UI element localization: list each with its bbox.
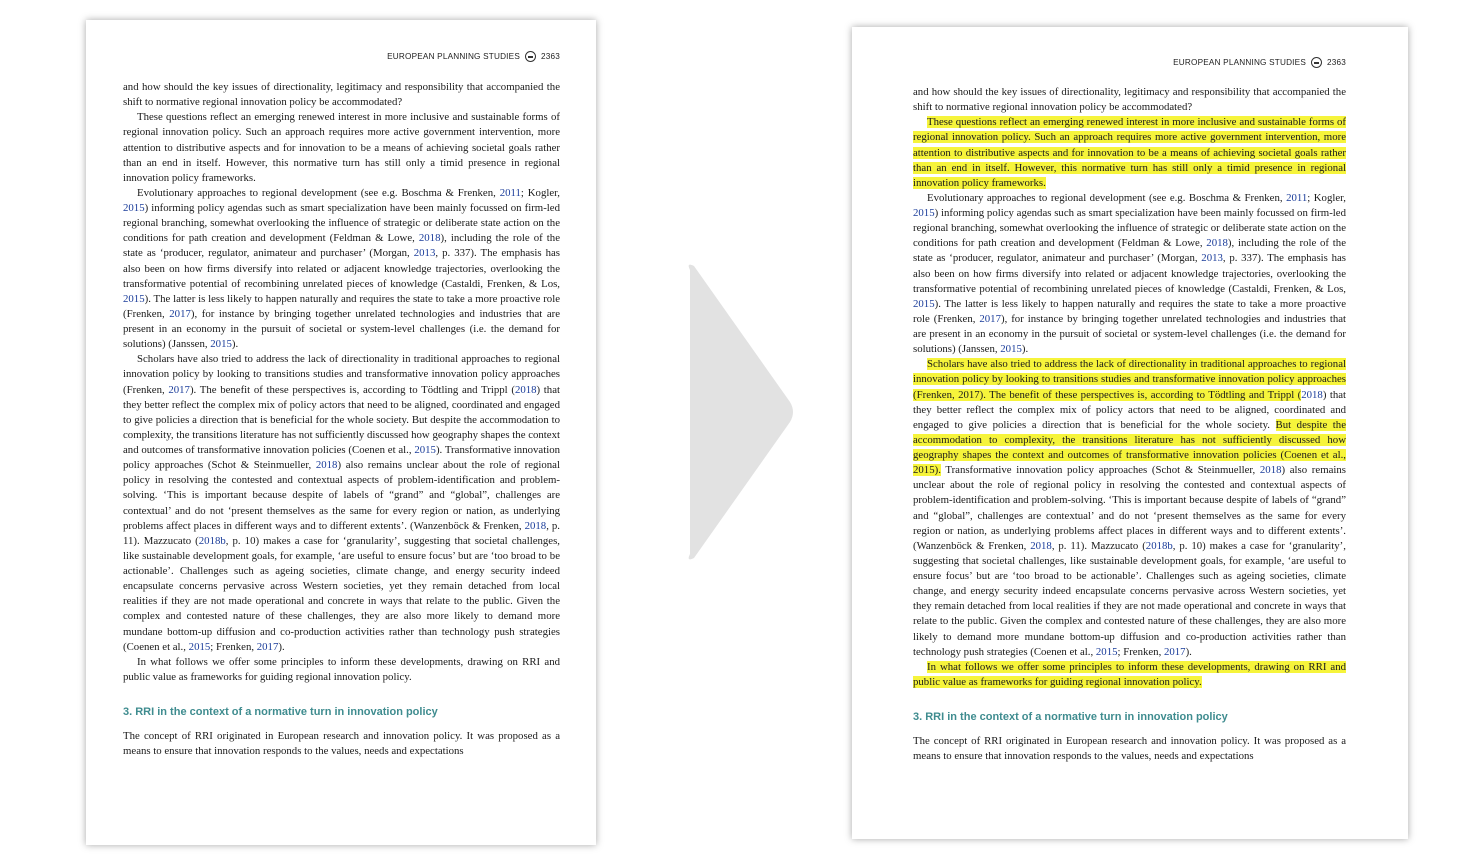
journal-logo-icon (1311, 57, 1322, 68)
original-page (86, 20, 596, 845)
text-run: Scholars have also tried to address the lack of directionality in traditional approaches to regional innovation policy by looking to transitions studies and transformative innovation policy approaches (Frenken, (913, 358, 1346, 401)
citation-link[interactable]: 2011 (1286, 191, 1308, 204)
text-run: Evolutionary approaches to regional development (see e.g. Boschma & Frenken, (927, 191, 1287, 204)
running-head (1173, 57, 1346, 68)
paragraph: The concept of RRI originated in European research and innovation policy. It was proposed as a means to ensure that innovation responds to the values, needs and expectations (913, 735, 1346, 763)
journal-title: EUROPEAN PLANNING STUDIES (387, 52, 520, 61)
text-run: , p. 10) makes a case for ‘granularity’, suggesting that societal challenges, like sustainable development goals, for example, ‘are useful to ensure focus’ but are ‘too broad to be actionable’. Challenges such as ageing societies, climate change, and energy security indeed encapsulate concerns pervasive across Western societies, yet they remain detached from local realities if they are not made operational and concrete in ways that relate to the public. Given the complex and contested nature of these challenges, they are also more likely to demand more mundane bottom-up diffusion and co-production activities rather than technology push strategies (Coenen et al., (123, 534, 560, 653)
citation-link[interactable]: 2017 (256, 640, 279, 653)
page-number: 2363 (540, 52, 560, 61)
citation-link[interactable]: 2015 (913, 464, 935, 477)
paragraph (123, 352, 560, 655)
citation-link[interactable]: 2018 (418, 232, 441, 245)
citation-link[interactable]: 2017 (1163, 645, 1186, 658)
text-run: ) also remains unclear about the role of regional policy in resolving the contested and contextual aspects of problem-identification and problem-solving. ‘This is important because despite of labels of “grand” and “global”, challenges are contextual’ and do not ‘present themselves as the same for every region or nation, as underlying problems affect places in different ways and to different extents’. (Wanzenböck & Frenken, (913, 464, 1346, 552)
text-run: ), including the role of the state as ‘producer, regulator, animateur and purchaser’ (Morgan, (913, 237, 1346, 265)
page-number: 2363 (1326, 58, 1346, 67)
text-run: ). The latter is less likely to happen naturally and requires the state to take a more proactive role (Frenken, (913, 297, 1346, 325)
journal-logo-icon (525, 51, 536, 62)
citation-link[interactable]: 2013 (413, 247, 436, 260)
citation-link[interactable]: 2018 (1259, 464, 1282, 477)
citation-link[interactable]: 2013 (1201, 252, 1223, 265)
citation-link[interactable]: 2015 (188, 640, 211, 653)
citation-link[interactable]: 2015 (123, 292, 145, 305)
text-run: Transformative innovation policy approaches (Schot & Steinmueller, (940, 464, 1260, 477)
text-run: , p. 337). The emphasis has also been on how firms diversify into related or adjacent knowledge trajectories, overlooking the transformative potential of recombining unrelated pieces of knowledge (Castaldi, Frenken, & Los, (913, 252, 1346, 295)
text-run: , p. 10) makes a case for ‘granularity’, suggesting that societal challenges, like sustainable development goals, for example, ‘are useful to ensure focus’ but are ‘too broad to be actionable’. Challenges such as ageing societies, climate change, and energy security indeed encapsulate concerns pervasive across Western societies, yet they remain detached from local realities if they are not made operational and concrete in ways that relate to the public. Given the complex and contested nature of these challenges, they are also more likely to demand more mundane bottom-up diffusion and co-production activities rather than technology push strategies (Coenen et al., (913, 539, 1346, 658)
text-run: ), for instance by bringing together unrelated technologies and industries that are present in an economy in the pursuit of societal or system-level challenges (i.e. the demand for solutions) (Janssen, (123, 307, 561, 351)
text-run: ). The benefit of these perspectives is, according to Tödtling and Trippl ( (189, 383, 515, 396)
section-heading: 3. RRI in the context of a normative turn in innovation policy (913, 711, 1228, 723)
highlighted-text: In what follows we offer some principles to inform these developments, drawing on RRI and public value as frameworks for guiding regional innovation policy. (913, 660, 1346, 688)
text-run: , p. 11). Mazzucato ( (123, 519, 561, 547)
text-run: ). The latter is less likely to happen naturally and requires the state to take a more proactive role (Frenken, (123, 292, 560, 320)
section-heading: 3. RRI in the context of a normative turn in innovation policy (123, 706, 438, 718)
citation-link[interactable]: 2018 (1206, 237, 1228, 250)
citation-link[interactable]: 2015 (414, 444, 436, 456)
text-run: ) also remains unclear about the role of regional policy in resolving the contested and contextual aspects of problem-identification and problem-solving. ‘This is important because despite of labels of “grand” and “global”, challenges are contextual’ and do not ‘present themselves as the same for every region or nation, as underlying problems affect places in different ways and to different extents’. (Wanzenböck & Frenken, (123, 459, 560, 532)
highlighted-text (913, 358, 1346, 400)
paragraph (913, 115, 1346, 191)
citation-link[interactable]: 2018 (524, 519, 547, 532)
text-run: ; Frenken, (210, 640, 257, 653)
citation-link[interactable]: 2015 (210, 338, 232, 351)
citation-link[interactable]: 2018b (1145, 539, 1173, 552)
text-run: ) informing policy agendas such as smart specialization have been mainly focussed on firm-led regional branching, somewhat overlooking the influence of strategic or deliberate state action on the conditions for path creation and development (Feldman & Lowe, (913, 207, 1346, 250)
text-run: ). (435, 444, 443, 456)
paragraph: The concept of RRI originated in European research and innovation policy. It was proposed as a means to ensure that innovation responds to the values, needs and expectations (123, 730, 560, 758)
citation-link[interactable]: 2018b (198, 534, 226, 547)
text-run: ; Frenken, (1117, 645, 1164, 658)
paragraph: These questions reflect an emerging renewed interest in more inclusive and sustainable forms of regional innovation policy. Such an approach requires more active government intervention, more attention to distributive aspects and for innovation to be a means of achieving societal goals rather than an end in itself. However, this normative turn has still only a timid presence in regional innovation policy frameworks. (123, 111, 560, 184)
text-run: ), including the role of the state as ‘producer, regulator, animateur and purchaser’ (Morgan, (123, 232, 560, 260)
running-head (387, 51, 560, 62)
paragraph (913, 357, 1346, 660)
text-run: ) that they better reflect the complex mix of policy actors that need to be aligned, coordinated and engaged to give policies a direction that is beneficial for the whole society. (123, 383, 560, 426)
text-run: ; Kogler, (520, 186, 560, 199)
paragraph: and how should the key issues of directionality, legitimacy and responsibility that accompanied the shift to normative regional innovation policy be accommodated? (123, 81, 560, 109)
text-run: But despite the accommodation to complexity, the transitions literature has not sufficiently discussed how geography shapes the context and outcomes of transformative innovation policies (Coenen et al., (123, 413, 560, 456)
paragraph: In what follows we offer some principles to inform these developments, drawing on RRI and public value as frameworks for guiding regional innovation policy. (123, 655, 560, 683)
text-run: ). (1185, 645, 1192, 658)
text-run: ). The benefit of these perspectives is, according to Tödtling and Trippl ( (979, 388, 1302, 401)
chevron-right-icon (686, 262, 796, 562)
text-run: ). (1021, 343, 1029, 356)
citation-link[interactable]: 2011 (499, 186, 521, 199)
paragraph (913, 660, 1346, 690)
paragraph (913, 191, 1346, 357)
text-run: ; Kogler, (1307, 191, 1347, 204)
journal-title: EUROPEAN PLANNING STUDIES (1173, 58, 1306, 67)
text-run: Evolutionary approaches to regional development (see e.g. Boschma & Frenken, (137, 186, 500, 199)
citation-link[interactable]: 2017 (168, 383, 190, 396)
text-run: Transformative innovation policy approaches (Schot & Steinmueller, (123, 444, 560, 472)
citation-link[interactable]: 2015 (1000, 343, 1022, 356)
citation-link[interactable]: 2018 (315, 459, 338, 472)
paragraph: and how should the key issues of directionality, legitimacy and responsibility that accompanied the shift to normative regional innovation policy be accommodated? (913, 86, 1346, 114)
citation-link[interactable]: 2015 (123, 202, 145, 214)
paragraph (123, 186, 560, 352)
citation-link[interactable]: 2017 (169, 307, 191, 320)
citation-link[interactable]: 2018 (1301, 388, 1323, 401)
citation-link[interactable]: 2015 (1095, 645, 1118, 658)
article-body (123, 80, 560, 759)
citation-link[interactable]: 2018 (1030, 539, 1052, 552)
text-run: , p. 11). Mazzucato ( (1051, 539, 1146, 552)
text-run: But despite the accommodation to complexity, the transitions literature has not sufficiently discussed how geography shapes the context and outcomes of transformative innovation policies (Coenen et al., (913, 418, 1346, 461)
article-body (913, 85, 1346, 764)
citation-link[interactable]: 2017 (979, 312, 1001, 325)
highlighted-text: These questions reflect an emerging renewed interest in more inclusive and sustainable forms of regional innovation policy. Such an approach requires more active government intervention, more attention to distributive aspects and for innovation to be a means of achieving societal goals rather than an end in itself. However, this normative turn has still only a timid presence in regional innovation policy frameworks. (913, 116, 1346, 189)
text-run: ), for instance by bringing together unrelated technologies and industries that are present in an economy in the pursuit of societal or system-level challenges (i.e. the demand for solutions) (Janssen, (913, 312, 1347, 356)
text-run: ). (278, 640, 285, 653)
text-run: Scholars have also tried to address the lack of directionality in traditional approaches to regional innovation policy by looking to transitions studies and transformative innovation policy approaches (Frenken, (123, 353, 560, 396)
citation-link[interactable]: 2015 (913, 207, 935, 219)
text-run: , p. 337). The emphasis has also been on how firms diversify into related or adjacent knowledge trajectories, overlooking the transformative potential of recombining unrelated pieces of knowledge (Castaldi, Frenken, & Los, (123, 247, 560, 290)
highlighted-page (852, 27, 1408, 839)
citation-link[interactable]: 2017 (958, 388, 980, 401)
citation-link[interactable]: 2015 (913, 297, 935, 310)
text-run: ). (231, 338, 239, 351)
citation-link[interactable]: 2018 (514, 383, 537, 396)
text-run: ) that they better reflect the complex mix of policy actors that need to be aligned, coordinated and engaged to give policies a direction that is beneficial for the whole society. (913, 388, 1347, 431)
text-run: ) informing policy agendas such as smart specialization have been mainly focussed on firm-led regional branching, somewhat overlooking the influence of strategic or deliberate state action on the conditions for path creation and development (Feldman & Lowe, (123, 202, 560, 245)
text-run: ). (934, 464, 941, 477)
